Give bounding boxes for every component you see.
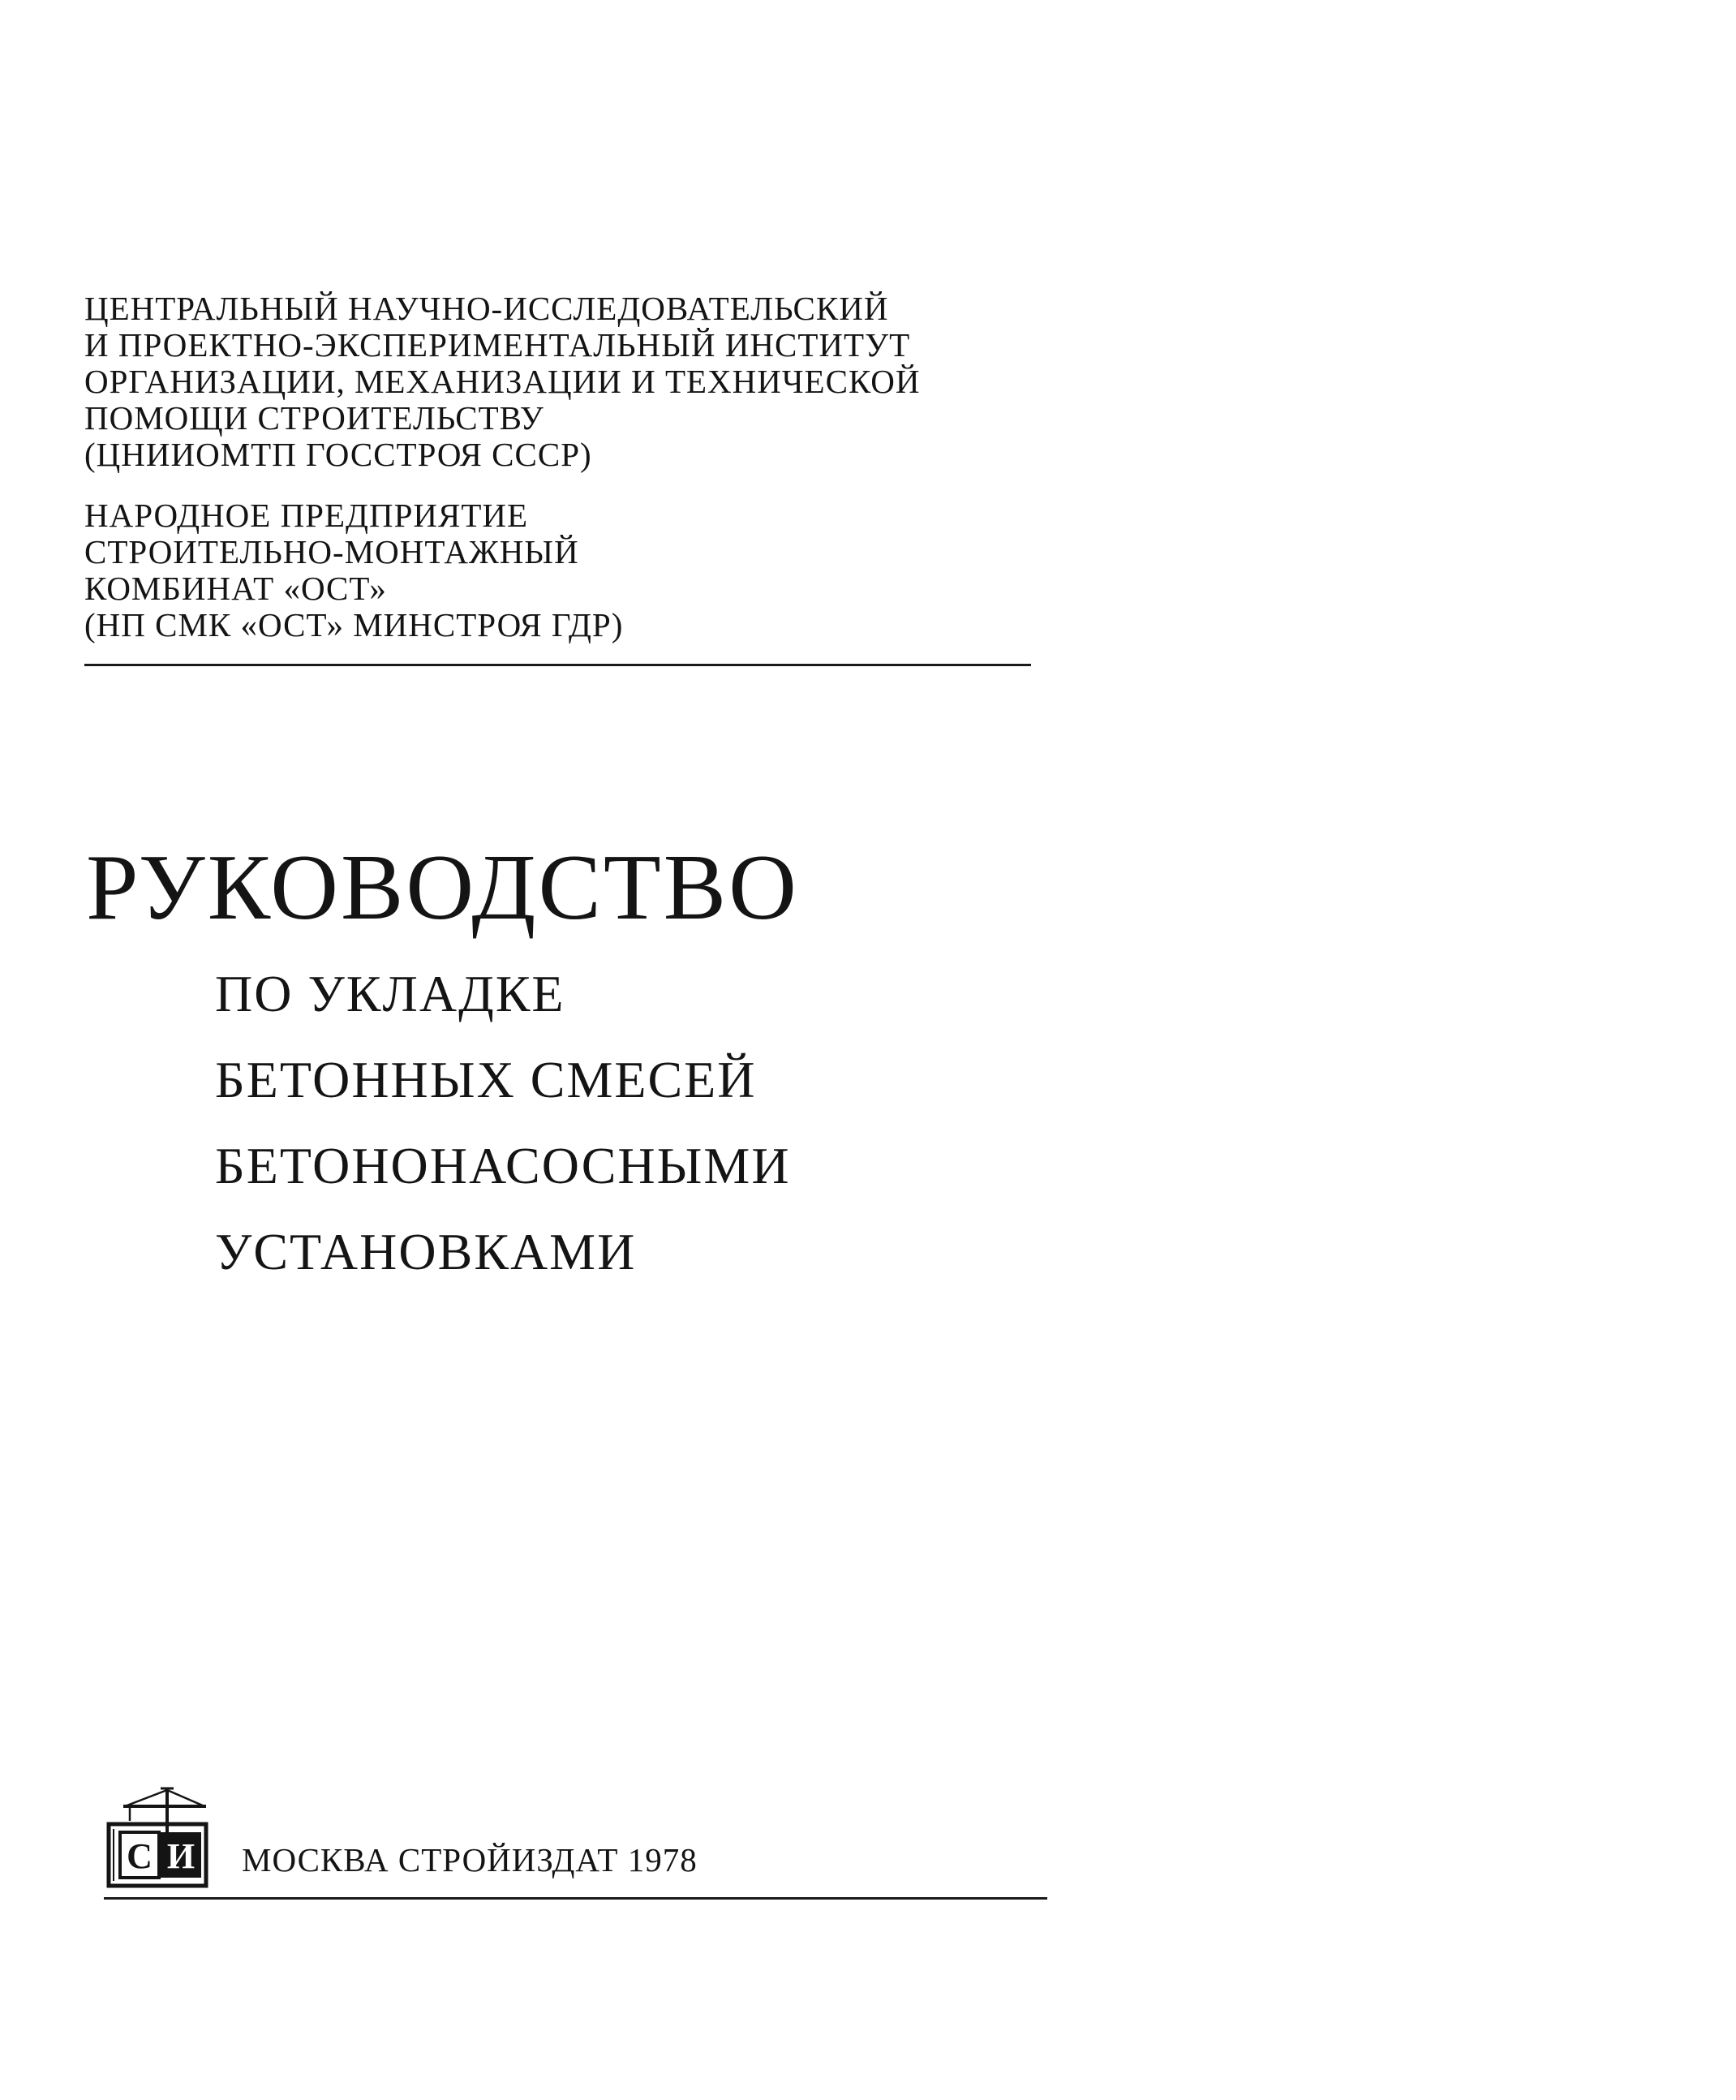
organization-line: КОМБИНАТ «ОСТ»	[84, 570, 387, 607]
organization-block-cniiomtp	[84, 290, 920, 473]
publisher-imprint: МОСКВА СТРОЙИЗДАТ 1978	[242, 1841, 698, 1878]
subtitle-line: ПО УКЛАДКЕ	[215, 965, 565, 1022]
bottom-divider	[104, 1897, 1047, 1900]
stroyizdat-crane-logo-icon	[105, 1785, 211, 1891]
organization-line: ЦЕНТРАЛЬНЫЙ НАУЧНО-ИССЛЕДОВАТЕЛЬСКИЙ	[84, 290, 889, 327]
logo-letter-s: С	[127, 1836, 153, 1876]
logo-letter-i: И	[166, 1836, 196, 1876]
subtitle-line: БЕТОНОНАСОСНЫМИ	[215, 1137, 791, 1194]
organization-line: НАРОДНОЕ ПРЕДПРИЯТИЕ	[84, 497, 529, 534]
top-divider	[84, 664, 1031, 666]
organization-line: СТРОИТЕЛЬНО-МОНТАЖНЫЙ	[84, 533, 579, 570]
subtitle-line: УСТАНОВКАМИ	[215, 1223, 637, 1280]
organization-line: ОРГАНИЗАЦИИ, МЕХАНИЗАЦИИ И ТЕХНИЧЕСКОЙ	[84, 363, 921, 400]
organization-line: (ЦНИИОМТП ГОССТРОЯ СССР)	[84, 436, 592, 473]
organization-line: (НП СМК «ОСТ» МИНСТРОЯ ГДР)	[84, 606, 624, 643]
document-title: РУКОВОДСТВО	[86, 836, 799, 940]
subtitle-line: БЕТОННЫХ СМЕСЕЙ	[215, 1051, 757, 1108]
organization-line: ПОМОЩИ СТРОИТЕЛЬСТВУ	[84, 399, 544, 437]
document-subtitle	[215, 951, 791, 1295]
organization-line: И ПРОЕКТНО-ЭКСПЕРИМЕНТАЛЬНЫЙ ИНСТИТУТ	[84, 326, 911, 364]
organization-block-smk-ost	[84, 497, 623, 643]
